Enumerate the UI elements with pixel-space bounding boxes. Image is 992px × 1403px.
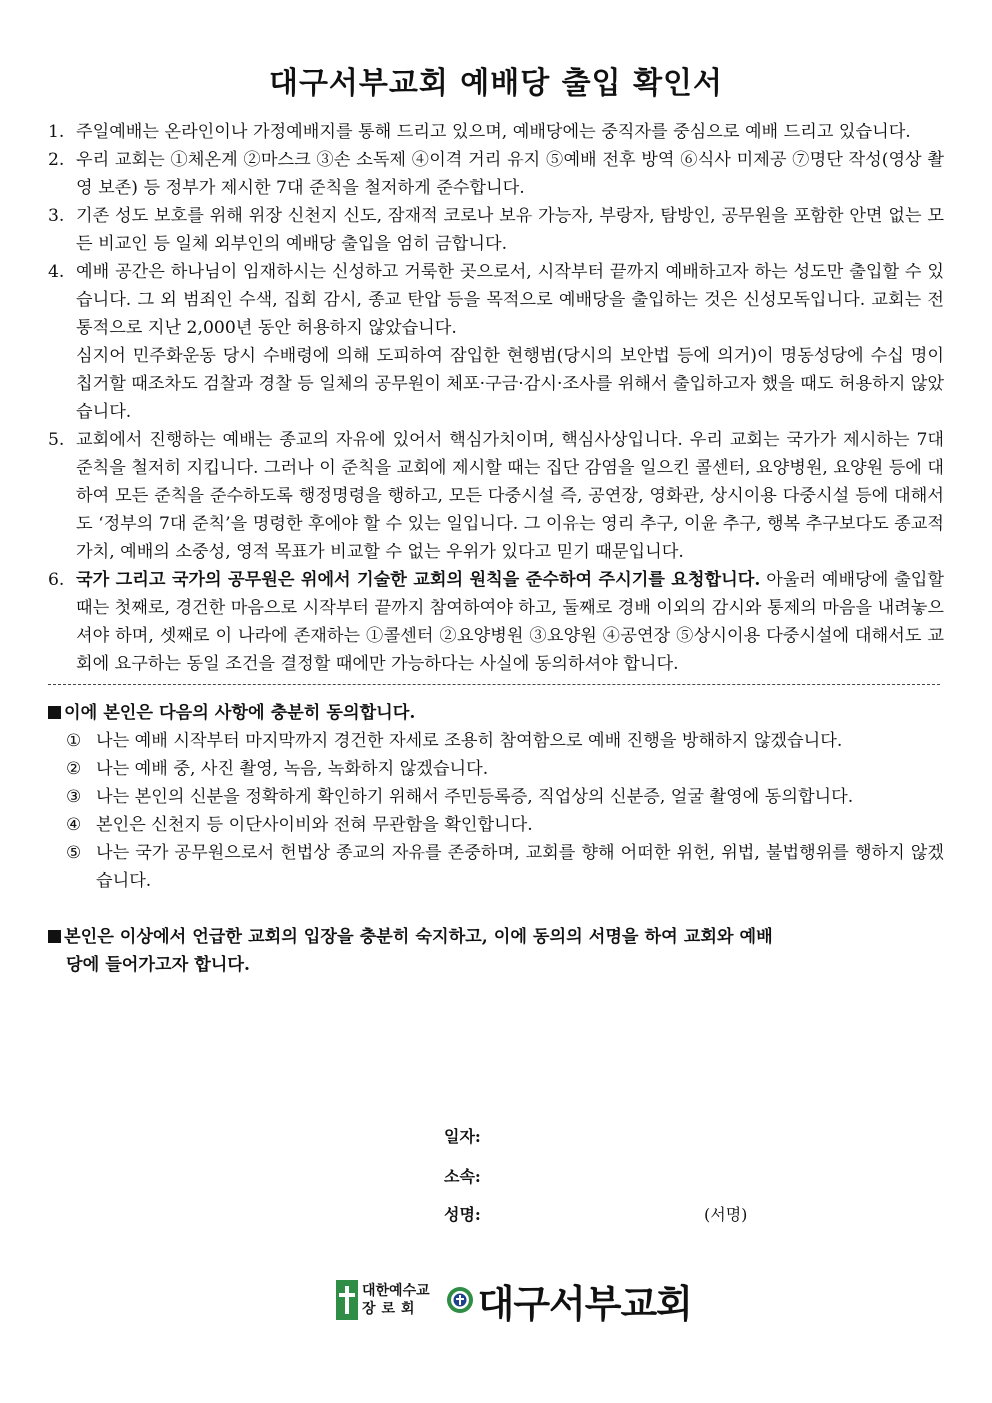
cross-icon (336, 1280, 358, 1320)
church-name-logo: 대구서부교회 (477, 1281, 692, 1326)
agreement-item (48, 839, 944, 895)
agreement-item (48, 727, 944, 755)
agreement-text: 본인은 신천지 등 이단사이비와 전혀 무관함을 확인합니다. (96, 815, 533, 835)
agreement-number: ⑤ (66, 843, 82, 863)
notice-item-1 (48, 118, 944, 146)
agreement-number: ② (66, 759, 82, 779)
agreement-number: ① (66, 731, 82, 751)
notice-number: 4. (48, 262, 65, 282)
notice-rest-text: 아울러 예배당에 출입할 때는 첫째로, 경건한 마음으로 시작부터 끝까지 참여하여야 하고, 둘째로 경배 이외의 감시와 통제의 마음을 내려놓으셔야 하며, 셋째로 이 나라에 존재하는 ①콜센터 ②요양병원 ③요양원 ④공연장 ⑤상시이용 다중시설에 대해서도 교회에 요구하는 동일 조건을 결정할 때에만 가능하다는 사실에 동의하셔야 합니다. (76, 570, 944, 674)
notice-bold-text: 국가 그리고 국가의 공무원은 위에서 기술한 교회의 원칙을 준수하여 주시기를 요청합니다. (76, 570, 761, 590)
footer-logos (336, 1276, 692, 1324)
agreement-number: ③ (66, 787, 82, 807)
notice-text: 심지어 민주화운동 당시 수배령에 의해 도피하여 잠입한 현행범(당시의 보안법 등에 의거)이 명동성당에 수십 명이 칩거할 때조차도 검찰과 경찰 등 일체의 공무원이 체포·구금·감시·조사를 위해서 출입하고자 했을 때도 허용하지 않았습니다. (76, 346, 944, 422)
agreement-text: 나는 국가 공무원으로서 헌법상 종교의 자유를 존중하며, 교회를 향해 어떠한 위헌, 위법, 불법행위를 행하지 않겠습니다. (96, 843, 944, 891)
document-page (48, 62, 944, 979)
notice-number: 5. (48, 430, 65, 450)
agreement-number: ④ (66, 815, 82, 835)
notice-text (76, 566, 944, 678)
denomination-logo: 대한예수교 장로회 (362, 1283, 430, 1317)
notice-text: 기존 성도 보호를 위해 위장 신천지 신도, 잠재적 코로나 보유 가능자, 부랑자, 탐방인, 공무원을 포함한 안면 없는 모든 비교인 등 일체 외부인의 예배당 출입을 엄히 금합니다. (76, 206, 944, 254)
notice-item-5 (48, 426, 944, 566)
agreement-text: 나는 예배 중, 사진 촬영, 녹음, 녹화하지 않겠습니다. (96, 759, 489, 779)
notice-item-3 (48, 202, 944, 258)
notice-number: 6. (48, 570, 65, 590)
agreement-item (48, 755, 944, 783)
notice-number: 3. (48, 206, 65, 226)
final-statement: 본인은 이상에서 언급한 교회의 입장을 충분히 숙지하고, 이에 동의의 서명을 하여 교회와 예배 당에 들어가고자 합니다. (48, 923, 944, 979)
agreement-text: 나는 본인의 신분을 정확하게 확인하기 위해서 주민등록증, 직업상의 신분증, 얼굴 촬영에 동의합니다. (96, 787, 854, 807)
notice-text: 주일예배는 온라인이나 가정예배지를 통해 드리고 있으며, 예배당에는 중직자를 중심으로 예배 드리고 있습니다. (76, 122, 911, 142)
notice-item-2 (48, 146, 944, 202)
document-title: 대구서부교회 예배당 출입 확인서 (268, 66, 724, 101)
notice-number: 2. (48, 150, 65, 170)
dashed-divider (48, 684, 940, 685)
church-seal-icon (446, 1286, 474, 1314)
notice-text: 우리 교회는 ①체온계 ②마스크 ③손 소독제 ④이격 거리 유지 ⑤예배 전후 방역 ⑥식사 미제공 ⑦명단 작성(영상 촬영 보존) 등 정부가 제시한 7대 준칙을 철저하게 준수합니다. (76, 150, 944, 198)
notice-item-6 (48, 566, 944, 678)
agreement-heading: 이에 본인은 다음의 사항에 충분히 동의합니다. (48, 699, 944, 727)
date-label: 일자: (444, 1127, 481, 1146)
agreement-text: 나는 예배 시작부터 마지막까지 경건한 자세로 조용히 참여함으로 예배 진행을 방해하지 않겠습니다. (96, 731, 843, 751)
black-square-icon (48, 706, 61, 719)
notice-item-4 (48, 258, 944, 426)
agreement-item (48, 811, 944, 839)
agreement-list (48, 727, 944, 895)
notice-number: 1. (48, 122, 65, 142)
black-square-icon (48, 930, 61, 943)
signature-note: (서명) (704, 1205, 748, 1224)
notice-text: 예배 공간은 하나님이 임재하시는 신성하고 거룩한 곳으로서, 시작부터 끝까지 예배하고자 하는 성도만 출입할 수 있습니다. 그 외 범죄인 수색, 집회 감시, 종교 탄압 등을 목적으로 예배당을 출입하는 것은 신성모독입니다. 교회는 전통적으로 지난 2,000년 동안 허용하지 않았습니다. (76, 262, 944, 338)
notice-list (48, 118, 944, 678)
notice-text: 교회에서 진행하는 예배는 종교의 자유에 있어서 핵심가치이며, 핵심사상입니다. 우리 교회는 국가가 제시하는 7대 준칙을 철저히 지킵니다. 그러나 이 준칙을 교회에 제시할 때는 집단 감염을 일으킨 콜센터, 요양병원, 요양원 등에 대하여 모든 준칙을 준수하도록 행정명령을 행하고, 모든 다중시설 즉, 공연장, 영화관, 상시이용 다중시설 등에 대해서도 ‘정부의 7대 준칙’을 명령한 후에야 할 수 있는 일입니다. 그 이유는 영리 추구, 이윤 추구, 행복 추구보다도 종교적 가치, 예배의 소중성, 영적 목표가 비교할 수 없는 우위가 있다고 믿기 때문입니다. (76, 430, 944, 562)
agreement-item (48, 783, 944, 811)
name-label: 성명: (444, 1205, 481, 1224)
affiliation-label: 소속: (444, 1167, 481, 1186)
